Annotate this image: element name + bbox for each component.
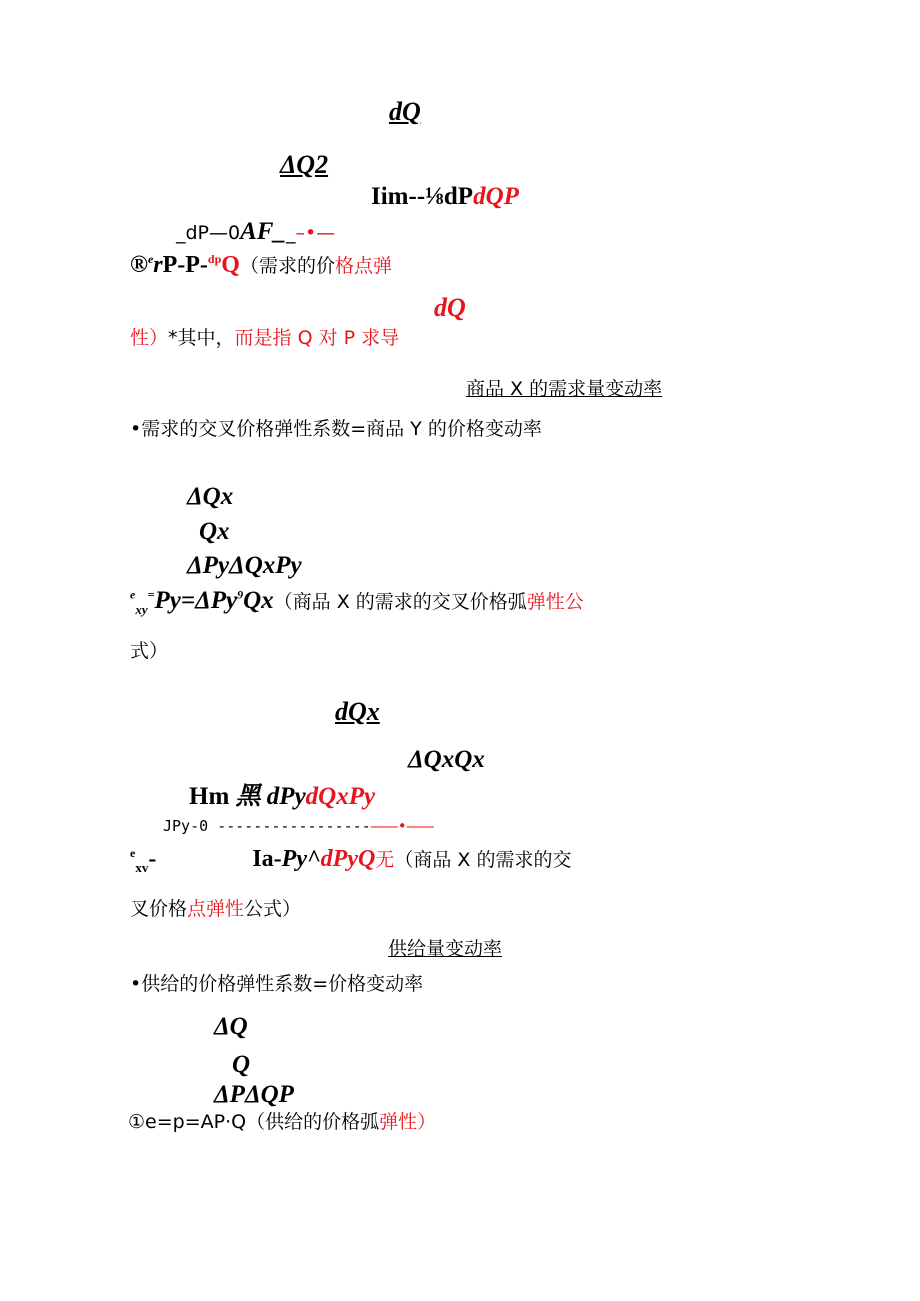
formula-py-caret: Py^ [281,846,321,872]
formula-dq-numerator: dQ [389,97,421,126]
note-derivative-red: 而是指 Q 对 P 求导 [234,327,400,349]
formula-delta-qx-qx: ΔQxQx [408,746,485,773]
formula-dqx-numerator: dQx [335,697,380,726]
formula-minus: - [148,846,157,872]
formula-dp-superscript: dp [207,252,222,266]
formula-e-superscript: e [130,587,136,602]
formula-hm: Hm [189,783,230,810]
formula-delta-p-delta-qp: ΔPΔQP [214,1081,294,1108]
cross-point-dp-to-zero [163,819,434,834]
note-xing-red: 性） [130,327,169,349]
cross-elasticity-definition: •需求的交叉价格弹性系数=商品 Y 的价格变动率 [130,418,542,440]
formula-py-equals: Py=ΔPy [154,587,238,614]
formula-dashes-black: ----------------- [217,817,371,835]
cross-arc-continuation: 式） [130,640,169,662]
cross-arc-formula-line [130,588,584,616]
formula-q: Q [232,1051,251,1078]
formula-delta-q: ΔQ [214,1013,248,1040]
formula-delta-q2: ΔQ2 [280,150,329,179]
formula-qx-end: Qx [243,587,274,614]
formula-delta-qx: ΔQx [187,483,234,510]
formula-e-superscript: e [130,846,136,860]
point-elasticity-red-text: 格点弹 [334,255,392,277]
cross-point-red-text: 点弹性 [187,898,245,920]
cross-point-formula-word: 公式） [244,898,302,920]
supply-arc-formula-line [128,1113,436,1132]
paren-demand-price: （需求的价 [239,255,335,277]
formula-ia: Ia- [252,846,282,872]
formula-dp-to-zero-line [176,219,335,244]
cross-point-continuation [130,900,301,919]
point-elasticity-formula-line [130,253,392,277]
paren-cross-arc: （商品 X 的需求的交叉价格弧 [273,591,527,613]
formula-underscore: _ [285,222,296,244]
formula-wu-red: 无 [375,849,395,871]
derivative-note-line [130,329,399,348]
supply-elasticity-definition: •供给的价格弹性系数=价格变动率 [130,973,424,995]
paren-cross-point: （商品 X 的需求的交 [394,849,572,871]
formula-equals-superscript: = [147,587,155,602]
cross-arc-red-text: 弹性公 [526,591,584,613]
formula-e-superscript: e [147,252,154,266]
formula-dpyq-red: dPyQ [320,846,376,872]
formula-hei: 黑 [235,783,261,810]
formula-dashes-red: ———•——— [370,817,434,835]
formula-q-red: Q [221,252,240,278]
formula-limit-line [371,184,519,209]
formula-limit-text: Iim--⅛dP [371,183,474,210]
supply-numerator-label: 供给量变动率 [388,938,503,960]
cross-point-formula-line [130,847,571,874]
note-where: *其中， [168,327,235,349]
formula-delta-py-delta-qx-py: ΔPyΔQxPy [187,552,302,579]
formula-registered-mark: ® [130,252,148,278]
formula-red-dash-dot: –•— [295,222,336,244]
formula-af: AF_ [240,218,286,245]
formula-p-p: P-P- [162,252,208,278]
cross-numerator-label: 商品 X 的需求量变动率 [466,378,663,400]
cross-point-limit-line [189,784,375,809]
formula-dpy: dPy [266,783,306,810]
supply-arc-formula: ①e=p=AP·Q（供给的价格弧 [128,1111,380,1133]
formula-limit-red: dQP [473,183,519,210]
formula-xy-subscript: xy [135,602,148,617]
supply-arc-red-text: 弹性） [379,1111,437,1133]
formula-jpy-zero: JPy-0 [163,817,218,835]
formula-r: r [153,252,163,278]
formula-dqxpy-red: dQxPy [305,783,376,810]
cross-point-price: 叉价格 [130,898,188,920]
formula-dp-to-zero: _dP—0 [176,222,241,244]
formula-xv-subscript: xv [135,859,149,875]
formula-nine-superscript: 9 [237,587,244,602]
formula-qx: Qx [199,518,230,545]
formula-dq-red: dQ [434,293,466,322]
